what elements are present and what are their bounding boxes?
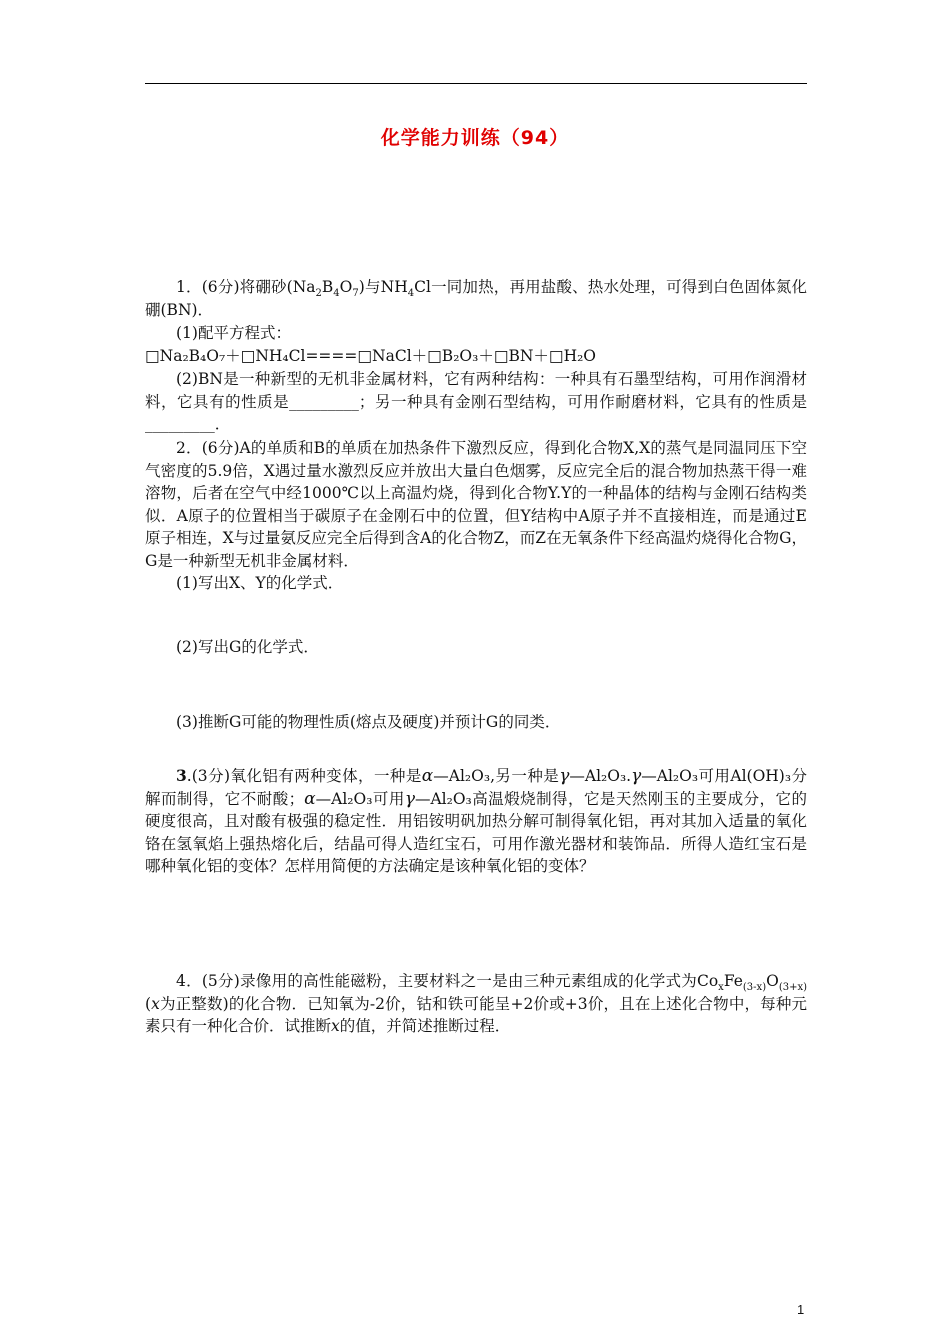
q2-intro: 2．(6分)A的单质和B的单质在加热条件下激烈反应，得到化合物X,X的蒸气是同温同压下空气密度的5.9倍，X遇过量水激烈反应并放出大量白色烟雾，反应完全后的混合物加热蒸干得一难溶物，后者在空气中经1000℃以上高温灼烧，得到化合物Y.Y的一种晶体的结构与金刚石结构类似．A原子的位置相当于碳原子在金刚石中的位置，但Y结构中A原子并不直接相连，而是通过E原子相连，X与过量氨反应完全后得到含A的化合物Z，而Z在无氧条件下经高温灼烧得化合物G，G是一种新型无机非金属材料． [145,439,807,570]
gamma-symbol: γ [404,788,415,809]
q2-sub3: (3)推断G可能的物理性质(熔点及硬度)并预计G的同类． [176,713,561,731]
q3-number: 3 [176,766,187,785]
alpha-symbol: α [421,766,434,786]
gamma-symbol: γ [559,766,570,786]
page-title: 化学能力训练（94） [380,127,570,149]
alpha-symbol: α [304,788,316,809]
q2-sub2: (2)写出G的化学式． [176,638,319,656]
q2-sub1: (1)写出X、Y的化学式． [176,574,344,592]
q1-equation: □Na₂B₄O₇＋□NH₄Cl====□NaCl＋□B₂O₃＋□BN＋□H₂O [145,347,597,365]
q1-sub1: (1)配平方程式： [176,324,291,342]
q1-sub2: (2)BN是一种新型的无机非金属材料，它有两种结构：一种具有石墨型结构，可用作润滑材料，它具有的性质是_________；另一种具有金刚石型结构，可用作耐磨材料，它具有的性质是_________． [145,370,807,433]
header-rule [145,83,807,84]
q4-body: 4．(5分)录像用的高性能磁粉，主要材料之一是由三种元素组成的化学式为$Co_xFe_{(3-x)}O_{(3+x)}(x$为正整数)的化合物．已知氧为-2价，钴和铁可能呈+2价或+3价，且在上述化合物中，每种元素只有一种化合价．试推断x的值，并简述推断过程． [145,972,807,1035]
gamma-symbol: γ [631,766,642,786]
q1-intro: 1．(6分)将硼砂$(Na_2B_4O_7)$与$NH_4Cl$一同加热，再用盐酸、热水处理，可得到白色固体氮化硼(BN)． [145,278,807,319]
page-number: 1 [797,1302,805,1317]
q3-body: 3.(3分)氧化铝有两种变体，一种是α—Al₂O₃,另一种是γ—Al₂O₃.γ—Al₂O₃可用Al(OH)₃分解而制得，它不耐酸；α—Al₂O₃可用γ—Al₂O₃高温煅烧制得，它是天然刚玉的主要成分，它的硬度很高，且对酸有极强的稳定性．用铝铵明矾加热分解可制得氧化铝，再对其加入适量的氧化铬在氢氧焰上强热熔化后，结晶可得人造红宝石，可用作激光器材和装饰品．所得人造红宝石是哪种氧化铝的变体？怎样用简便的方法确定是该种氧化铝的变体？ [145,766,807,875]
